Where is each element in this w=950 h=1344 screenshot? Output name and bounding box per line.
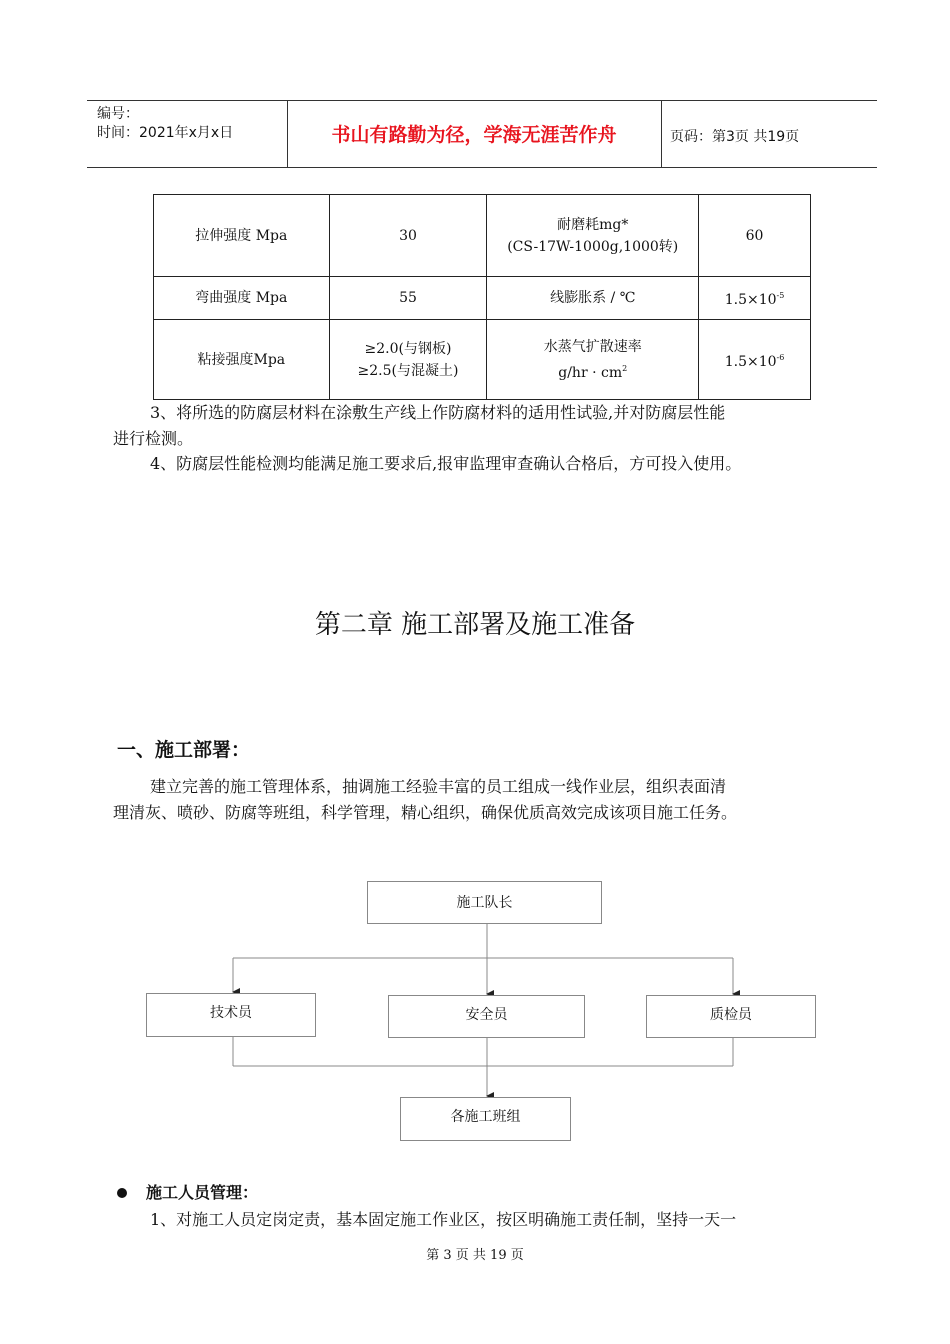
header-time-label: 时间：2021年x月x日 [97, 125, 234, 141]
chapter-title: 第二章 施工部署及施工准备 [314, 610, 636, 640]
cell-exponent: 2 [622, 363, 628, 373]
section-body-line2: 理清灰、喷砂、防腐等班组，科学管理，精心组织，确保优质高效完成该项目施工任务。 [113, 803, 738, 822]
cell-value: 1.5×10 [724, 353, 777, 370]
table-cell: 弯曲强度 Mpa [154, 277, 330, 320]
org-box-captain: 施工队长 [367, 881, 602, 924]
table-cell: 线膨胀系 / ℃ [487, 277, 699, 320]
table-cell: 55 [329, 277, 487, 320]
bullet-body: 1、对施工人员定岗定责，基本固定施工作业区，按区明确施工责任制，坚持一天一 [150, 1210, 737, 1229]
bullet-dot-icon [117, 1188, 127, 1198]
page-footer: 第 3 页 共 19 页 [426, 1248, 524, 1263]
cell-line: ≥2.5(与混凝土) [357, 362, 459, 379]
bullet-title: 施工人员管理： [146, 1183, 259, 1202]
cell-exponent: -5 [776, 291, 785, 300]
org-box-work-teams: 各施工班组 [400, 1097, 571, 1141]
table-cell: 30 [329, 195, 487, 277]
cell-unit: g/hr · cm [558, 364, 623, 381]
paragraph-4: 4、防腐层性能检测均能满足施工要求后,报审监理审查确认合格后，方可投入使用。 [150, 454, 742, 473]
cell-line: 水蒸气扩散速率 [543, 338, 642, 355]
table-cell: 60 [699, 195, 811, 277]
org-box-quality-inspector: 质检员 [646, 995, 816, 1038]
cell-line: (CS-17W-1000g,1000转) [507, 238, 679, 255]
header-number-label: 编号： [97, 106, 139, 122]
cell-exponent: -6 [776, 352, 785, 362]
header-motto: 书山有路勤为径，学海无涯苦作舟 [331, 124, 617, 146]
section-body-line1: 建立完善的施工管理体系，抽调施工经验丰富的员工组成一线作业层，组织表面清 [150, 777, 727, 796]
org-box-safety-officer: 安全员 [388, 995, 585, 1038]
paragraph-3-line2: 进行检测。 [113, 429, 194, 448]
header-page-label: 页码：第3页 共19页 [670, 129, 800, 145]
cell-line: ≥2.0(与钢板) [364, 340, 452, 357]
table-cell: 拉伸强度 Mpa [154, 195, 330, 277]
cell-line: 耐磨耗mg* [557, 216, 629, 233]
section-title: 一、施工部署： [117, 739, 251, 761]
paragraph-3-line1: 3、将所选的防腐层材料在涂敷生产线上作防腐材料的适用性试验,并对防腐层性能 [150, 403, 726, 422]
cell-value: 1.5×10 [724, 292, 777, 308]
table-cell: 粘接强度Mpa [154, 320, 330, 400]
org-box-technician: 技术员 [146, 993, 316, 1037]
